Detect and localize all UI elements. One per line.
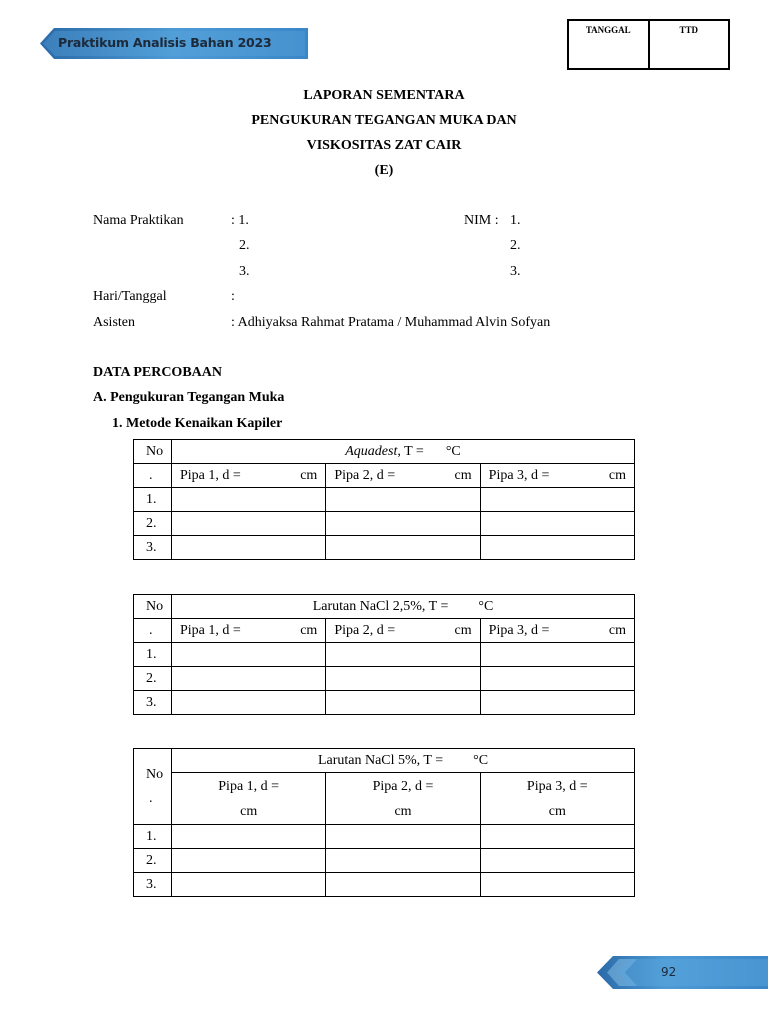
data-cell[interactable]	[326, 667, 480, 691]
data-cell[interactable]	[326, 536, 480, 560]
data-cell[interactable]	[172, 667, 326, 691]
header-banner	[40, 28, 308, 59]
header-text: , T =	[397, 443, 424, 459]
tanggal-cell: TANGGAL	[585, 25, 631, 35]
nama-3: 3.	[239, 264, 250, 279]
data-cell[interactable]	[326, 691, 480, 715]
row-number: 3.	[134, 536, 172, 560]
pipe-3-cell	[480, 619, 634, 643]
table-header	[172, 749, 635, 773]
row-number: 2.	[134, 512, 172, 536]
pipe-2-cell	[326, 464, 480, 488]
cm-unit: cm	[548, 803, 566, 819]
table-row	[134, 536, 635, 560]
header-text: Larutan NaCl 2,5%, T =	[312, 598, 449, 614]
data-cell[interactable]	[480, 849, 634, 873]
header-italic: Aquadest	[345, 443, 398, 459]
section-data-percobaan: DATA PERCOBAAN	[93, 365, 222, 380]
degree-unit: °C	[473, 752, 489, 768]
cm-unit: cm	[454, 622, 472, 638]
no-header-cell	[134, 749, 172, 825]
table-nacl-5	[133, 748, 635, 897]
nama-2: 2.	[239, 238, 250, 253]
pipe-1-cell	[172, 619, 326, 643]
page-footer	[597, 956, 768, 989]
table-row	[134, 691, 635, 715]
data-cell[interactable]	[172, 643, 326, 667]
no-header: No	[146, 766, 164, 782]
data-cell[interactable]	[480, 488, 634, 512]
nama-1: : 1.	[231, 213, 249, 228]
cm-unit: cm	[394, 803, 412, 819]
data-cell[interactable]	[326, 825, 480, 849]
table-row	[134, 643, 635, 667]
pipe-2-label: Pipa 2, d =	[372, 778, 434, 794]
no-dot: .	[134, 464, 172, 488]
hari-label: Hari/Tanggal	[93, 289, 167, 304]
data-cell[interactable]	[480, 643, 634, 667]
asisten-value: : Adhiyaksa Rahmat Pratama / Muhammad Alvin Sofyan	[231, 315, 551, 330]
no-dot: .	[149, 790, 153, 806]
row-number: 1.	[134, 643, 172, 667]
row-number: 3.	[134, 873, 172, 897]
pipe-1-label: Pipa 1, d =	[180, 622, 241, 638]
signature-box	[567, 19, 730, 70]
table-nacl-2-5	[133, 594, 635, 715]
pipe-1-label: Pipa 1, d =	[180, 467, 241, 483]
degree-unit: °C	[478, 598, 494, 614]
nim-2: 2.	[510, 238, 521, 253]
data-cell[interactable]	[172, 536, 326, 560]
pipe-3-cell	[480, 773, 634, 825]
title-line-1: LAPORAN SEMENTARA	[303, 88, 465, 103]
table-row	[134, 667, 635, 691]
section-1: 1. Metode Kenaikan Kapiler	[112, 416, 283, 431]
header-text: Larutan NaCl 5%, T =	[317, 752, 444, 768]
data-cell[interactable]	[480, 873, 634, 897]
title-line-3: VISKOSITAS ZAT CAIR	[306, 138, 462, 153]
pipe-3-label: Pipa 3, d =	[488, 622, 550, 638]
section-a: A. Pengukuran Tegangan Muka	[93, 390, 285, 405]
data-cell[interactable]	[172, 825, 326, 849]
nim-label: NIM :	[464, 213, 499, 228]
pipe-2-cell	[326, 619, 480, 643]
table-row	[134, 873, 635, 897]
pipe-2-label: Pipa 2, d =	[334, 467, 396, 483]
data-cell[interactable]	[326, 488, 480, 512]
pipe-3-cell	[480, 464, 634, 488]
cm-unit: cm	[300, 467, 318, 483]
row-number: 3.	[134, 691, 172, 715]
table-row	[134, 512, 635, 536]
data-cell[interactable]	[326, 849, 480, 873]
data-cell[interactable]	[326, 512, 480, 536]
cm-unit: cm	[240, 803, 258, 819]
pipe-3-label: Pipa 3, d =	[488, 467, 550, 483]
nama-label: Nama Praktikan	[93, 213, 184, 228]
page-number: 92	[661, 965, 677, 979]
table-row	[134, 488, 635, 512]
degree-unit: °C	[445, 443, 461, 459]
data-cell[interactable]	[172, 512, 326, 536]
data-cell[interactable]	[480, 512, 634, 536]
nim-1: 1.	[510, 213, 521, 228]
row-number: 2.	[134, 849, 172, 873]
pipe-1-cell	[172, 464, 326, 488]
cm-unit: cm	[608, 622, 626, 638]
no-header: No	[134, 440, 172, 464]
cm-unit: cm	[454, 467, 472, 483]
pipe-2-label: Pipa 2, d =	[334, 622, 396, 638]
row-number: 1.	[134, 825, 172, 849]
row-number: 2.	[134, 667, 172, 691]
table-row	[134, 849, 635, 873]
cm-unit: cm	[608, 467, 626, 483]
cm-unit: cm	[300, 622, 318, 638]
banner-title: Praktikum Analisis Bahan 2023	[58, 35, 272, 50]
title-line-4: (E)	[374, 163, 394, 178]
hari-value: :	[231, 289, 235, 304]
data-cell[interactable]	[326, 873, 480, 897]
pipe-2-cell	[326, 773, 480, 825]
pipe-1-label: Pipa 1, d =	[218, 778, 280, 794]
data-cell[interactable]	[172, 873, 326, 897]
table-header	[172, 595, 635, 619]
pipe-3-label: Pipa 3, d =	[526, 778, 588, 794]
table-header	[172, 440, 635, 464]
data-cell[interactable]	[172, 488, 326, 512]
no-dot: .	[134, 619, 172, 643]
ttd-cell: TTD	[648, 21, 729, 68]
nim-3: 3.	[510, 264, 521, 279]
data-cell[interactable]	[480, 667, 634, 691]
title-line-2: PENGUKURAN TEGANGAN MUKA DAN	[251, 113, 517, 128]
table-row	[134, 825, 635, 849]
footer-shape	[597, 956, 768, 989]
data-cell[interactable]	[326, 643, 480, 667]
data-cell[interactable]	[480, 691, 634, 715]
row-number: 1.	[134, 488, 172, 512]
asisten-label: Asisten	[93, 315, 135, 330]
data-cell[interactable]	[172, 691, 326, 715]
table-aquadest	[133, 439, 635, 560]
data-cell[interactable]	[172, 849, 326, 873]
pipe-1-cell	[172, 773, 326, 825]
data-cell[interactable]	[480, 825, 634, 849]
data-cell[interactable]	[480, 536, 634, 560]
no-header: No	[134, 595, 172, 619]
